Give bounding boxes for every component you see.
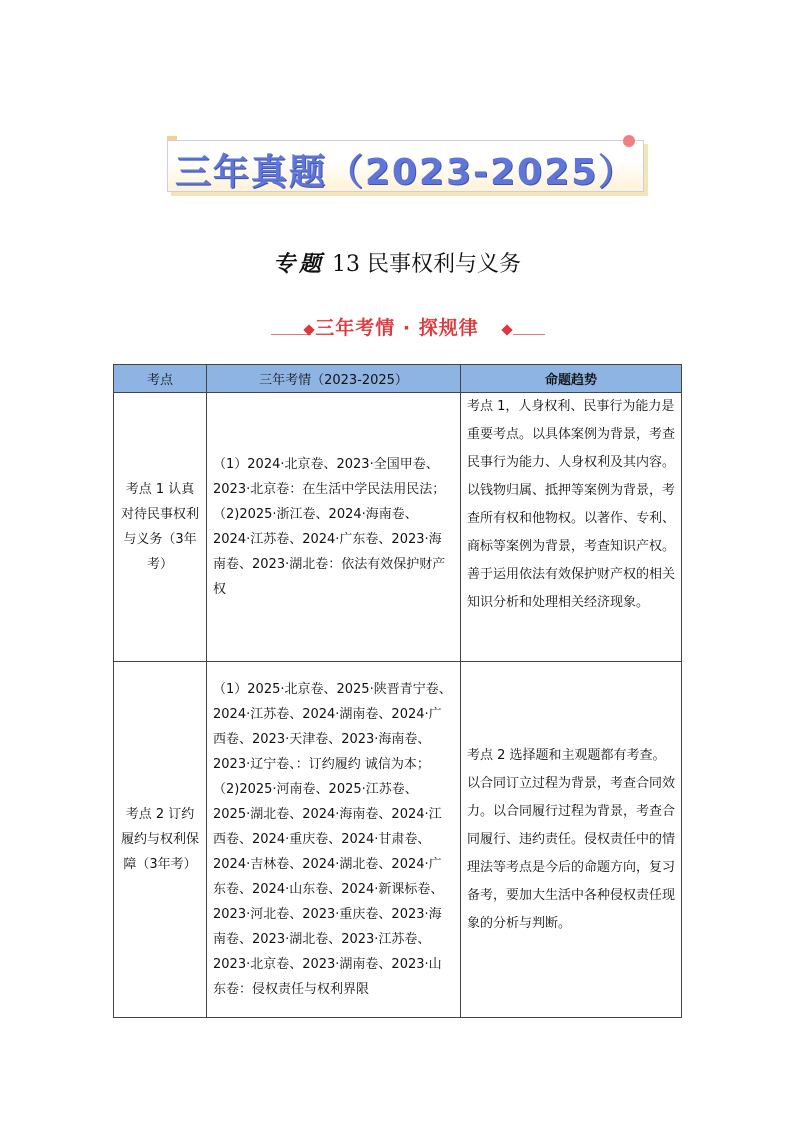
- exam-line: （2)2025·河南卷、2025·江苏卷、2025·湖北卷、2024·海南卷、2024·江西卷、2024·重庆卷、2024·甘肃卷、2024·吉林卷、2024·湖北卷、2024·广东卷、2024·山东卷、2024·新课标卷、2023·河北卷、2023·重庆卷、2023·海南卷、2023·湖北卷、2023·江苏卷、2023·北京卷、2023·湖南卷、2023·山东卷：侵权责任与权利界限: [213, 782, 444, 997]
- table-row: [114, 393, 682, 662]
- topic-title: 民事权利与义务: [367, 252, 522, 277]
- point-cell: 考点 2 订约履约与权利保障（3年考）: [114, 662, 207, 1018]
- heading-line-right: [513, 334, 545, 335]
- exam-line: （1）2024·北京卷、2023·全国甲卷、2023·北京卷：在生活中学民法用民法；: [213, 457, 446, 497]
- topic-number: 13: [332, 252, 360, 277]
- point-cell: 考点 1 认真对待民事权利与义务（3年考）: [114, 393, 207, 662]
- section-heading: [0, 313, 794, 343]
- column-header-exams: 三年考情（2023-2025）: [207, 365, 461, 393]
- column-header-point: 考点: [114, 365, 207, 393]
- trend-cell: 考点 1，人身权利、民事行为能力是重要考点。以具体案例为背景，考查民事行为能力、人身权利及其内容。以钱物归属、抵押等案例为背景，考查所有权和他物权。以著作、专利、商标等案例为背景，考查知识产权。善于运用依法有效保护财产权的相关知识分析和处理相关经济现象。: [461, 393, 682, 662]
- exam-line: （2)2025·浙江卷、2024·海南卷、2024·江苏卷、2024·广东卷、2023·海南卷、2023·湖北卷：依法有效保护财产权: [213, 507, 446, 597]
- topic-label: 专题: [272, 251, 325, 277]
- exam-analysis-table: [113, 364, 682, 1018]
- table-row: [114, 662, 682, 1018]
- title-banner: [167, 140, 644, 192]
- table-header-row: [114, 365, 682, 393]
- exam-cell: [207, 662, 461, 1018]
- banner-dot-decoration: [623, 135, 635, 147]
- exam-cell: [207, 393, 461, 662]
- section-heading-text: 三年考情 · 探规律: [315, 317, 479, 339]
- page-title: [0, 247, 794, 278]
- exam-line: （1）2025·北京卷、2025·陕晋青宁卷、2024·江苏卷、2024·湖南卷、2024·广西卷、2023·天津卷、2023·海南卷、2023·辽宁卷、：订约履约 诚信为本；: [213, 682, 452, 772]
- column-header-trend: 命题趋势: [461, 365, 682, 393]
- trend-cell: 考点 2 选择题和主观题都有考查。以合同订立过程为背景，考查合同效力。以合同履行过程为背景，考查合同履行、违约责任。侵权责任中的情理法等考点是今后的命题方向，复习备考，要加大生活中各种侵权责任现象的分析与判断。: [461, 662, 682, 1018]
- banner-title: 三年真题（2023-2025）: [174, 152, 637, 193]
